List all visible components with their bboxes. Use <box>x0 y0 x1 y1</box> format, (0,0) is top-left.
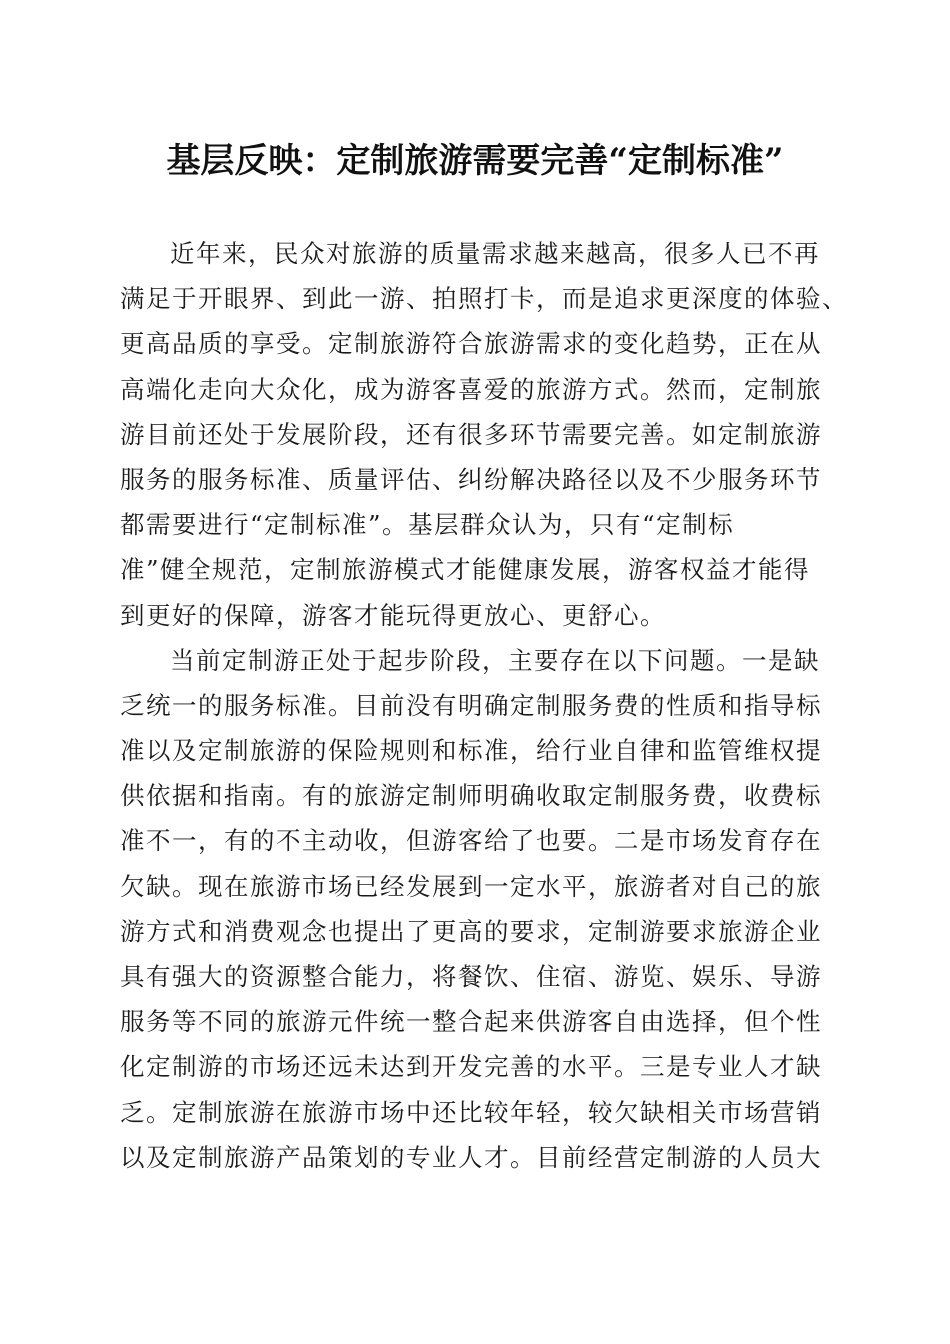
paragraph-line: 欠缺。现在旅游市场已经发展到一定水平，旅游者对自己的旅 <box>120 871 822 901</box>
paragraph-line: 准以及定制旅游的保险规则和标准，给行业自律和监管维权提 <box>120 736 822 766</box>
paragraph-line: 化定制游的市场还远未达到开发完善的水平。三是专业人才缺 <box>120 1052 822 1082</box>
paragraph-line: 具有强大的资源整合能力，将餐饮、住宿、游览、娱乐、导游 <box>120 962 822 991</box>
paragraph-line: 准”健全规范，定制旅游模式才能健康发展，游客权益才能得 <box>120 555 811 585</box>
paragraph-line: 以及定制旅游产品策划的专业人才。目前经营定制游的人员大 <box>120 1142 822 1172</box>
paragraph-line: 近年来，民众对旅游的质量需求越来越高，很多人已不再 <box>170 239 820 268</box>
paragraph-line: 服务等不同的旅游元件统一整合起来供游客自由选择，但个性 <box>120 1007 822 1037</box>
paragraph-line: 当前定制游正处于起步阶段，主要存在以下问题。一是缺 <box>170 645 820 675</box>
document-title: 基层反映：定制旅游需要完善“定制标准” <box>166 141 784 181</box>
paragraph-1 <box>120 231 848 638</box>
paragraph-line: 乏。定制旅游在旅游市场中还比较年轻，较欠缺相关市场营销 <box>120 1097 822 1127</box>
paragraph-line: 游目前还处于发展阶段，还有很多环节需要完善。如定制旅游 <box>120 419 822 449</box>
paragraph-2 <box>120 638 830 1180</box>
paragraph-line: 到更好的保障，游客才能玩得更放心、更舒心。 <box>120 600 666 630</box>
paragraph-line: 都需要进行“定制标准”。基层群众认为，只有“定制标 <box>120 510 735 540</box>
paragraph-line: 准不一，有的不主动收，但游客给了也要。二是市场发育存在 <box>120 826 822 856</box>
paragraph-line: 更高品质的享受。定制旅游符合旅游需求的变化趋势，正在从 <box>120 329 822 359</box>
paragraph-line: 游方式和消费观念也提出了更高的要求，定制游要求旅游企业 <box>120 916 822 946</box>
paragraph-line: 满足于开眼界、到此一游、拍照打卡，而是追求更深度的体验、 <box>120 284 848 314</box>
paragraph-line: 高端化走向大众化，成为游客喜爱的旅游方式。然而，定制旅 <box>120 374 822 404</box>
paragraph-line: 乏统一的服务标准。目前没有明确定制服务费的性质和指导标 <box>120 690 822 720</box>
paragraph-line: 服务的服务标准、质量评估、纠纷解决路径以及不少服务环节 <box>120 464 822 494</box>
document-body <box>120 231 848 1180</box>
paragraph-line: 供依据和指南。有的旅游定制师明确收取定制服务费，收费标 <box>120 781 822 811</box>
